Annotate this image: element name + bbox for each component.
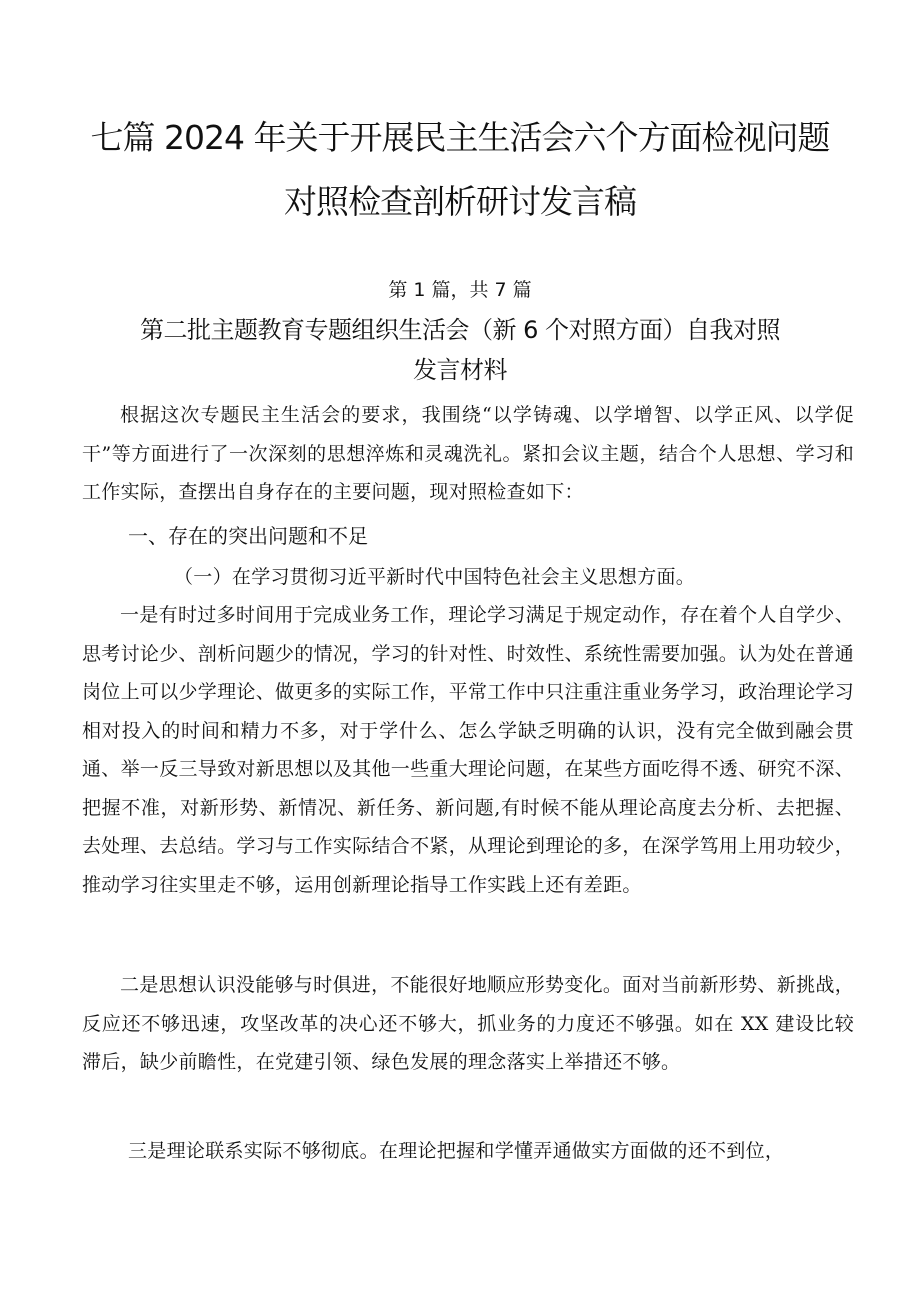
- section-title-line-2: 发言材料: [413, 356, 507, 384]
- document-title-line-1: 七篇 2024 年关于开展民主生活会六个方面检视问题: [90, 118, 830, 157]
- section-heading-problems: 一、存在的突出问题和不足: [128, 524, 368, 548]
- paragraph-point-one: 一是有时过多时间用于完成业务工作，理论学习满足于规定动作，存在着个人自学少、思考讨论少、剖析问题少的情况，学习的针对性、时效性、系统性需要加强。认为处在普通岗位上可以少学理论、做更多的实际工作，平常工作中只注重注重业务学习，政治理论学习相对投入的时间和精力不多，对于学什么、怎么学缺乏明确的认识，没有完全做到融会贯通、举一反三导致对新思想以及其他一些重大理论问题，在某些方面吃得不透、研究不深、把握不准，对新形势、新情况、新任务、新问题,有时候不能从理论高度去分析、去把握、去处理、去总结。学习与工作实际结合不紧，从理论到理论的多，在深学笃用上用功较少，推动学习往实里走不够，运用创新理论指导工作实践上还有差距。: [82, 604, 855, 896]
- subsection-heading-study: （一）在学习贯彻习近平新时代中国特色社会主义思想方面。: [174, 566, 696, 588]
- section-title-line-1: 第二批主题教育专题组织生活会（新 6 个对照方面）自我对照: [139, 316, 781, 344]
- paragraph-point-three: 三是理论联系实际不够彻底。在理论把握和学懂弄通做实方面做的还不到位，: [128, 1140, 785, 1162]
- intro-paragraph: 根据这次专题民主生活会的要求，我围绕“以学铸魂、以学增智、以学正风、以学促干”等方面进行了一次深刻的思想淬炼和灵魂洗礼。紧扣会议主题，结合个人思想、学习和工作实际，查摆出自身存在的主要问题，现对照检查如下：: [82, 404, 854, 503]
- paragraph-point-two: 二是思想认识没能够与时俱进，不能很好地顺应形势变化。面对当前新形势、新挑战，反应还不够迅速，攻坚改革的决心还不够大，抓业务的力度还不够强。如在 XX 建设比较滞后，缺少前瞻性，在党建引领、绿色发展的理念落实上举措还不够。: [82, 974, 854, 1073]
- document-title-line-2: 对照检查剖析研讨发言稿: [284, 182, 636, 221]
- part-indicator: 第 1 篇，共 7 篇: [388, 279, 532, 301]
